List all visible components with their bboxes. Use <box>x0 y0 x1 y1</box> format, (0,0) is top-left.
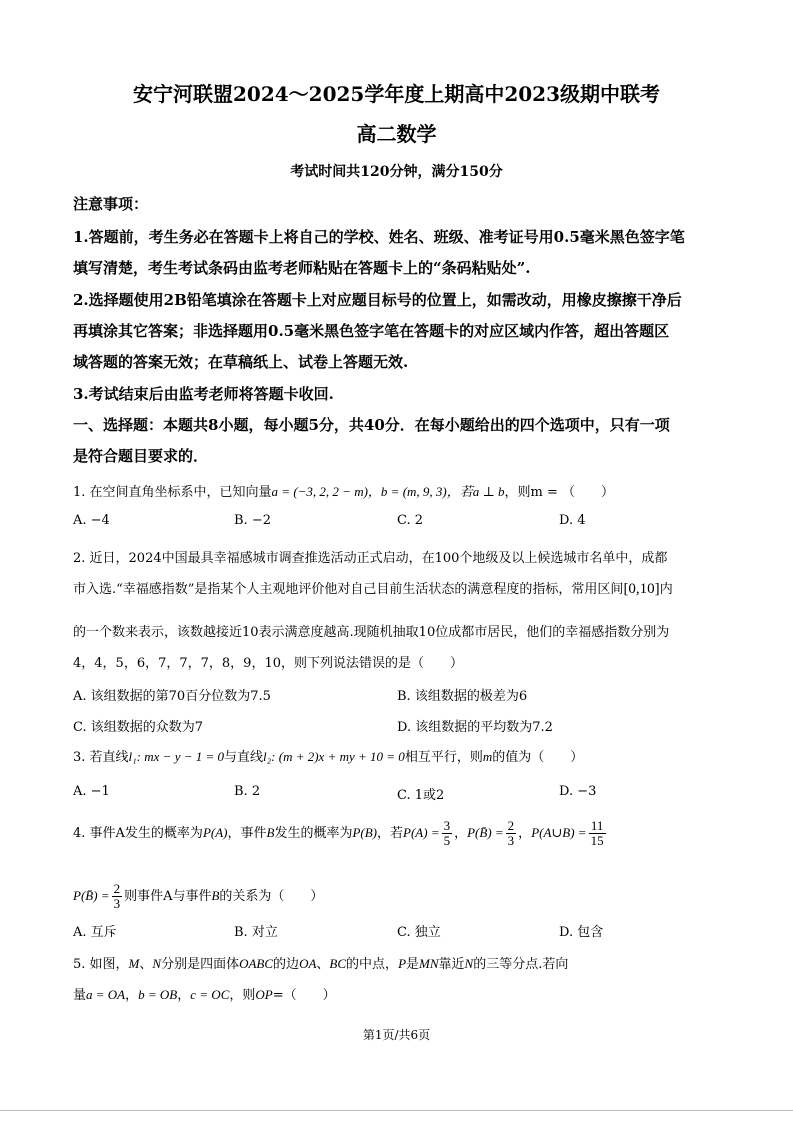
q1-vector-a: a <box>271 484 279 499</box>
q3-option-b: B. 2 <box>234 784 261 799</box>
q5-text-1: 、 <box>139 957 153 972</box>
q3-line-l1: l₁: mx − y − 1 = 0 <box>128 749 225 764</box>
q4-line-2-end: 的关系为（ ） <box>219 889 324 904</box>
q1-vector-a-value: = (−3, 2, 2 − m)， <box>278 484 381 499</box>
q4-fraction-3 <box>589 819 606 848</box>
q5-point-n: N <box>152 956 162 971</box>
q1-vector-b-value: = (m, 9, 3)，若 <box>387 484 473 499</box>
q1-perpendicular: a ⊥ b <box>472 484 505 499</box>
q4-fraction-2 <box>506 819 517 848</box>
q4-line-2-text: 则事件A与事件 <box>124 889 212 904</box>
q5-point-m: M <box>128 956 140 971</box>
q5-vector-c: c = OC <box>190 987 230 1002</box>
q4-text-1: ，事件 <box>227 826 267 841</box>
question-5 <box>73 953 568 972</box>
q4-fraction-1 <box>442 819 453 848</box>
q4-text-3: ，若 <box>377 826 404 841</box>
note-3: 3.考试结束后由监考老师将答题卡收回. <box>73 385 334 403</box>
note-1-line-1: 1.答题前，考生务必在答题卡上将自己的学校、姓名、班级、准考证号用0.5毫米黑色签字笔 <box>73 228 685 246</box>
q4-option-a: A. 互斥 <box>73 925 117 940</box>
q4-fraction-3-num: 11 <box>589 819 606 834</box>
q4-line-2-eq: P(B̄) = <box>73 888 110 903</box>
q4-fraction-1-den: 5 <box>443 833 451 848</box>
q4-text-2: 发生的概率为 <box>274 826 353 841</box>
q4-prefix: 4. 事件A发生的概率为 <box>73 826 203 841</box>
q4-union-eq: P(A∪B) = <box>531 825 587 840</box>
question-1 <box>73 481 614 500</box>
q4-line-2-event-b: B <box>211 888 220 903</box>
q3-mid: 与直线 <box>224 750 264 765</box>
q5-text-3: 的边 <box>273 957 300 972</box>
q5-text-7: 靠近 <box>438 957 465 972</box>
note-2-line-3: 域答题的答案无效；在草稿纸上、试卷上答题无效. <box>73 353 409 371</box>
q3-option-c: C. 1或2 <box>397 788 445 803</box>
q5-prefix: 5. 如图， <box>73 957 129 972</box>
q3-variable-m: m <box>482 749 493 764</box>
q1-option-b: B. −2 <box>234 513 271 528</box>
q4-fraction-2-den: 3 <box>507 833 515 848</box>
q5-line-2-end: =（ ） <box>272 988 336 1003</box>
q4-event-b: B <box>266 825 275 840</box>
q3-end: 的值为（ ） <box>492 750 584 765</box>
q2-option-b: B. 该组数据的极差为6 <box>397 689 528 704</box>
q2-option-a: A. 该组数据的第70百分位数为7.5 <box>73 689 271 704</box>
q1-vector-b: b <box>380 484 388 499</box>
q2-line-1: 2. 近日，2024中国最具幸福感城市调查推选活动正式启动，在100个地级及以上候选城市名单中，成都 <box>73 551 668 566</box>
exam-subject: 高二数学 <box>356 122 437 146</box>
q5-point-p: P <box>398 956 407 971</box>
q5-text-4: 、 <box>316 957 330 972</box>
note-2-line-1: 2.选择题使用2B铅笔填涂在答题卡上对应题目标号的位置上，如需改动，用橡皮擦擦干净后 <box>73 291 682 309</box>
q4-pa-eq: P(A) = <box>403 825 440 840</box>
q5-tetrahedron: OABC <box>239 956 274 971</box>
q4-pb: P(B) <box>352 825 378 840</box>
q4-fraction-4-den: 3 <box>113 896 121 911</box>
q5-text-8: 的三等分点.若向 <box>473 957 569 972</box>
q4-option-d: D. 包含 <box>559 925 604 940</box>
q5-edge-oa: OA <box>299 956 317 971</box>
exam-title: 安宁河联盟2024～2025学年度上期高中2023级期中联考 <box>133 82 660 106</box>
question-3 <box>73 746 583 765</box>
section-1-line-1: 一、选择题：本题共8小题，每小题5分，共40分．在每小题给出的四个选项中，只有一项 <box>73 416 670 434</box>
q5-vector-op: OP <box>255 987 273 1002</box>
q2-line-2 <box>73 578 673 598</box>
note-2-line-2: 再填涂其它答案；非选择题用0.5毫米黑色签字笔在答题卡的对应区域内作答，超出答题区 <box>73 322 670 340</box>
page-number: 第1页/共6页 <box>362 1028 431 1042</box>
q4-fraction-3-den: 15 <box>590 833 604 848</box>
q2-line-2-end: 内 <box>659 582 673 597</box>
q4-option-c: C. 独立 <box>397 925 441 940</box>
note-1-line-2: 填写清楚，考生考试条码由监考老师粘贴在答题卡上的“条码粘贴处”. <box>73 259 531 277</box>
bottom-divider <box>0 1110 793 1111</box>
q5-segment-mn: MN <box>419 956 439 971</box>
q5-line-2: 量a = OA，b = OB，c = OC，则OP=（ ） <box>73 987 336 1003</box>
q2-option-c: C. 该组数据的众数为7 <box>73 720 204 735</box>
q3-option-d: D. −3 <box>559 784 597 799</box>
q1-suffix: ，则m = （ ） <box>504 485 614 500</box>
q4-pa: P(A) <box>202 825 228 840</box>
q2-line-4: 4，4，5，6，7，7，7，8，9，10，则下列说法错误的是（ ） <box>73 656 463 671</box>
section-1-line-2: 是符合题目要求的． <box>73 447 209 465</box>
q1-prefix: 1. 在空间直角坐标系中，已知向量 <box>73 485 272 500</box>
q4-option-b: B. 对立 <box>234 925 278 940</box>
q5-line-2-prefix: 量 <box>73 988 87 1003</box>
notes-heading: 注意事项： <box>73 195 149 213</box>
q5-point-n-2: N <box>464 956 474 971</box>
q3-option-a: A. −1 <box>73 784 110 799</box>
exam-time: 考试时间共120分钟，满分150分 <box>290 164 503 180</box>
q3-line-l2: l₂: (m + 2)x + my + 10 = 0 <box>263 749 405 764</box>
q5-text-6: 是 <box>406 957 420 972</box>
q5-vector-b: b = OB <box>138 987 178 1002</box>
q5-vector-a: a = OA <box>86 987 126 1002</box>
q5-text-2: 分别是四面体 <box>161 957 240 972</box>
q1-option-a: A. −4 <box>73 513 110 528</box>
q3-suffix: 相互平行，则 <box>404 750 483 765</box>
q4-fraction-2-num: 2 <box>507 818 515 833</box>
q3-prefix: 3. 若直线 <box>73 750 129 765</box>
q1-option-c: C. 2 <box>397 513 424 528</box>
q2-option-d: D. 该组数据的平均数为7.2 <box>397 720 553 735</box>
q4-fraction-4-num: 2 <box>113 881 121 896</box>
q5-edge-bc: BC <box>329 956 347 971</box>
q4-line-2 <box>73 881 323 912</box>
question-4: 4. 事件A发生的概率为P(A)，事件B发生的概率为P(B)，若P(A) = $\frac{3}{5}$ ，P(B̄) = $\frac{2}{3}$ ，P(A∪B) = $\frac{11}{15}$ <box>73 818 604 848</box>
q5-text-5: 的中点， <box>346 957 399 972</box>
q4-fraction-4 <box>112 882 123 911</box>
q4-pb-bar-eq: P(B̄) = <box>467 825 504 840</box>
q4-fraction-1-num: 3 <box>443 818 451 833</box>
q1-option-d: D. 4 <box>559 513 586 528</box>
q5-line-2-then: ，则 <box>229 988 256 1003</box>
q2-line-3: 的一个数来表示，该数越接近10表示满意度越高.现随机抽取10位成都市居民，他们的幸福感指数分别为 <box>73 625 670 640</box>
q2-interval: [0,10] <box>623 581 660 597</box>
q2-line-2-text: 市入选.“幸福感指数”是指某个人主观地评价他对自己目前生活状态的满意程度的指标，常用区间 <box>73 582 624 597</box>
